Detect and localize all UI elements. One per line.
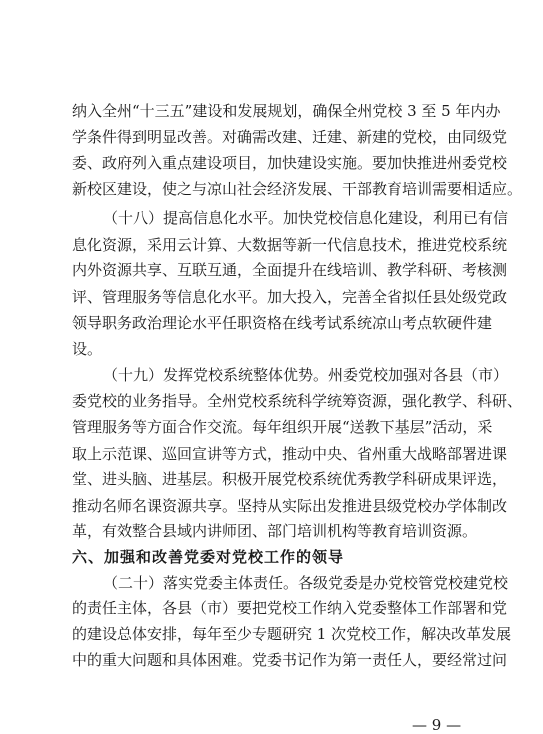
body-text-line: 设。 [72,340,103,358]
section-heading: 六、加强和改善党委对党校工作的领导 [72,548,345,566]
body-text-line: 新校区建设，使之与凉山社会经济发展、干部教育培训需要相适应。 [72,180,523,198]
paragraph-19-start: （十九）发挥党校系统整体优势。州委党校加强对各县（市） [103,366,509,384]
body-text-line: 管理服务等方面合作交流。每年组织开展“送教下基层”活动，采 [72,418,493,436]
paragraph-18-start: （十八）提高信息化水平。加快党校信息化建设，利用已有信 [103,209,509,227]
body-text-line: 的建设总体安排，每年至少专题研究 1 次党校工作，解决改革发展 [72,625,512,643]
body-text-line: 委党校的业务指导。全州党校系统科学统筹资源，强化教学、科研、 [72,392,523,410]
body-text-line: 取上示范课、巡回宣讲等方式，推动中央、省州重大战略部署进课 [72,445,508,463]
body-text-line: 推动名师名课资源共享。坚持从实际出发推进县级党校办学体制改 [72,497,508,515]
body-text-line: 内外资源共享、互联互通，全面提升在线培训、教学科研、考核测 [72,261,508,279]
body-text-line: 领导职务政治理论水平任职资格在线考试系统凉山考点软硬件建 [72,314,493,332]
body-text-line: 纳入全州“十三五”建设和发展规划，确保全州党校 3 至 5 年内办 [72,102,501,120]
page-number: — 9 — [412,716,462,734]
body-text-line: 中的重大问题和具体困难。党委书记作为第一责任人，要经常过问 [72,651,508,669]
paragraph-20-start: （二十）落实党委主体责任。各级党委是办党校管党校建党校 [103,574,509,592]
body-text-line: 堂、进头脑、进基层。积极开展党校系统优秀教学科研成果评选， [72,470,508,488]
body-text-line: 的责任主体，各县（市）要把党校工作纳入党委整体工作部署和党 [72,599,508,617]
body-text-line: 委、政府列入重点建设项目，加快建设实施。要加快推进州委党校 [72,154,508,172]
body-text-line: 评、管理服务等信息化水平。加大投入，完善全省拟任县处级党政 [72,288,508,306]
body-text-line: 学条件得到明显改善。对确需改建、迁建、新建的党校，由同级党 [72,128,508,146]
body-text-line: 革，有效整合县域内讲师团、部门培训机构等教育培训资源。 [72,522,478,540]
body-text-line: 息化资源，采用云计算、大数据等新一代信息技术，推进党校系统 [72,236,508,254]
